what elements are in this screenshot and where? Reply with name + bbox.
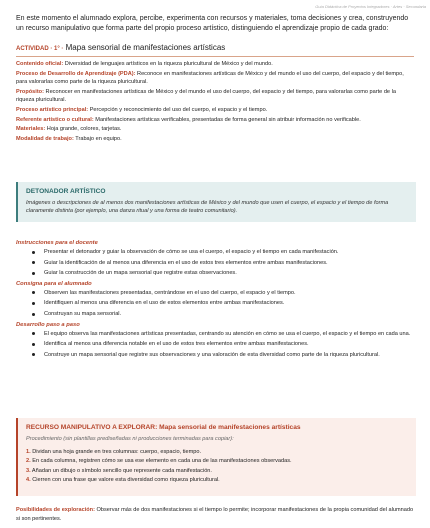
section-title-desarrollo: Desarrollo paso a paso [16,321,80,328]
bullet-icon [32,302,35,305]
list-docente [16,248,414,278]
list-item: Identifiquen al menos una diferencia en el uso de estos elementos entre ambas manifestaciones. [16,299,414,308]
list-item: Construye un mapa sensorial que registre sus observaciones y una valoración de esta diversidad como parte de la riqueza pluricultural. [16,351,414,360]
step-item: 4. Cierren con una frase que valore esta diversidad como riqueza pluricultural. [26,477,220,484]
activity-title [16,42,414,55]
recurso-box [16,418,416,496]
recurso-title: RECURSO MANIPULATIVO A EXPLORAR: Mapa sensorial de manifestaciones artísticas [26,424,301,431]
posibilidades-text: Observar más de dos manifestaciones si el tiempo lo permite; incorporar manifestaciones de la propia comunidad del alumnado si son pertinentes. [16,507,414,522]
section-title-consigna: Consigna para el alumnado [16,280,92,287]
running-header: Guía Didáctica de Proyectos Integradores · Artes · Secundaria [315,4,426,9]
bullet-icon [32,291,35,294]
bullet-icon [32,353,35,356]
detonador-text: Imágenes o descripciones de al menos dos manifestaciones artísticas de México y del mundo que usen el cuerpo, el espacio y el tiempo de forma claramente distinta (por ejemplo, una danza ritual y una forma de teatro comunitario). [26,200,389,214]
activity-title-text: Mapa sensorial de manifestaciones artísticas [65,43,226,52]
divider [16,56,414,57]
field-proceso: Proceso artístico principal: Percepción y reconocimiento del uso del cuerpo, el espacio y el tiempo. [16,106,268,113]
detonador-title: DETONADOR ARTÍSTICO [26,188,106,195]
posibilidades-label: Posibilidades de exploración: [16,507,95,513]
field-proposito: Propósito: Reconocer en manifestaciones artísticas de México y del mundo el uso del cuerpo, del espacio y del tiempo, para valorarlas como parte de la riqueza pluricultural. [16,88,396,104]
bullet-icon [32,261,35,264]
field-materiales: Materiales: Hoja grande, colores, tarjetas. [16,126,122,133]
step-item: 1. Dividan una hoja grande en tres columnas: cuerpo, espacio, tiempo. [26,449,202,455]
posibilidades-paragraph [16,506,414,523]
bullet-icon [32,343,35,346]
activity-block [16,42,414,144]
step-item: 3. Añadan un dibujo o símbolo sencillo que represente cada manifestación. [26,467,212,474]
field-pda: Proceso de Desarrollo de Aprendizaje (PDA): Reconoce en manifestaciones artísticas de México y del mundo el uso del cuerpo, del espacio y del tiempo, para valorarlas como parte de la riqueza pluricultural. [16,70,404,86]
list-item: El equipo observa las manifestaciones artísticas presentadas, centrando su atención en cómo se usa el cuerpo, el espacio y el tiempo en cada una. [16,330,414,339]
bullet-icon [32,313,35,316]
section-title-docente: Instrucciones para el docente [16,240,98,246]
bullet-icon [32,272,35,275]
list-item: Construyan su mapa sensorial. [16,310,414,319]
recurso-subtitle: Procedimiento (sin plantillas prediseñadas ni producciones terminadas para copiar): [26,436,234,442]
intro-paragraph: En este momento el alumnado explora, percibe, experimenta con recursos y materiales, toma decisiones y crea, construyendo un recurso manipulativo que forma parte del propio proceso artístico, distinguiendo el aprendizaje propio de cada grado: [16,15,409,32]
field-contenido: Contenido oficial: Diversidad de lenguajes artísticos en la riqueza pluricultural de México y del mundo. [16,61,273,67]
list-consigna [16,289,414,319]
step-item: 2. En cada columna, registren cómo se usa ese elemento en cada una de las manifestaciones observadas. [26,458,292,465]
detonador-box [16,182,416,222]
list-item: Identifica al menos una diferencia notable en el uso de estos tres elementos entre ambas manifestaciones. [16,340,414,349]
list-item: Guiar la identificación de al menos una diferencia en el uso de estos tres elementos entre ambas manifestaciones. [16,259,414,268]
sections-block [16,238,414,361]
list-desarrollo [16,330,414,360]
bullet-icon [32,332,35,335]
recurso-steps [26,448,410,486]
field-referente: Referente artístico o cultural: Manifestaciones artísticas verificables, presentadas de forma general sin atribuir información no verificable. [16,116,361,123]
bullet-icon [32,251,35,254]
list-item: Observen las manifestaciones presentadas, centrándose en el uso del cuerpo, el espacio y el tiempo. [16,289,414,298]
field-modalidad: Modalidad de trabajo: Trabajo en equipo. [16,135,122,142]
list-item: Presentar el detonador y guiar la observación de cómo se usa el cuerpo, el espacio y el tiempo en cada manifestación. [16,248,414,257]
list-item: Guiar la construcción de un mapa sensorial que registre estas observaciones. [16,269,414,278]
activity-tag: ACTIVIDAD · 1° · [16,46,64,52]
